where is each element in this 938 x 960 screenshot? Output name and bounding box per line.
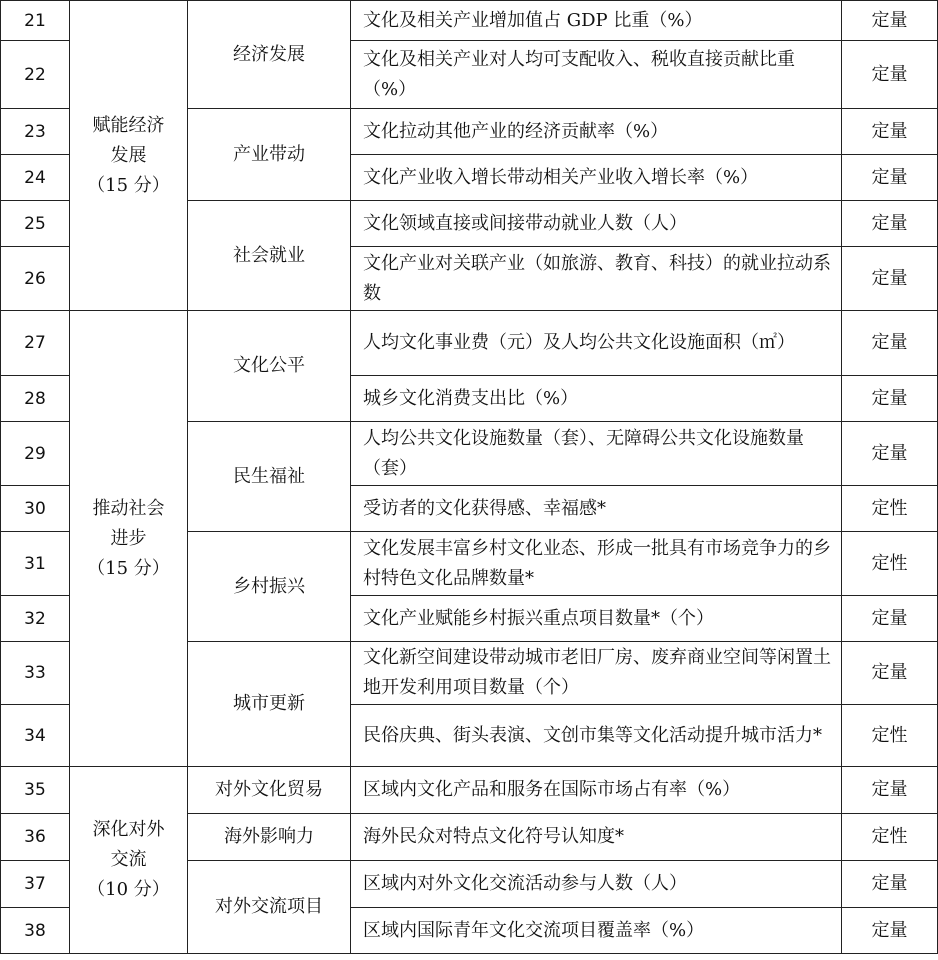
row-number: 24 — [1, 155, 70, 201]
indicator-cell: 人均公共文化设施数量（套）、无障碍公共文化设施数量（套） — [351, 422, 842, 486]
row-number: 22 — [1, 41, 70, 109]
indicator-cell: 文化新空间建设带动城市老旧厂房、废弃商业空间等闲置土地开发利用项目数量（个） — [351, 642, 842, 705]
type-cell: 定量 — [842, 201, 938, 247]
type-cell: 定量 — [842, 376, 938, 422]
indicator-cell: 城乡文化消费支出比（%） — [351, 376, 842, 422]
type-cell: 定量 — [842, 155, 938, 201]
indicator-cell: 区域内对外文化交流活动参与人数（人） — [351, 861, 842, 908]
category-cell — [70, 311, 188, 767]
row-number: 37 — [1, 861, 70, 908]
indicator-cell: 文化产业对关联产业（如旅游、教育、科技）的就业拉动系数 — [351, 247, 842, 311]
category-score: （15 分） — [87, 557, 170, 579]
subcategory-cell: 经济发展 — [188, 1, 351, 109]
table-row — [1, 1, 938, 41]
type-cell: 定量 — [842, 41, 938, 109]
row-number: 30 — [1, 486, 70, 532]
indicator-cell: 文化领域直接或间接带动就业人数（人） — [351, 201, 842, 247]
type-cell: 定量 — [842, 1, 938, 41]
indicator-cell: 人均文化事业费（元）及人均公共文化设施面积（㎡） — [351, 311, 842, 376]
type-cell: 定性 — [842, 486, 938, 532]
type-cell: 定量 — [842, 767, 938, 814]
category-cell — [70, 1, 188, 311]
indicator-cell: 文化产业赋能乡村振兴重点项目数量*（个） — [351, 596, 842, 642]
type-cell: 定量 — [842, 861, 938, 908]
type-cell: 定量 — [842, 247, 938, 311]
type-cell: 定性 — [842, 814, 938, 861]
type-cell: 定性 — [842, 532, 938, 596]
subcategory-cell: 对外文化贸易 — [188, 767, 351, 814]
row-number: 34 — [1, 705, 70, 767]
indicator-cell: 海外民众对特点文化符号认知度* — [351, 814, 842, 861]
subcategory-cell: 社会就业 — [188, 201, 351, 311]
indicator-cell: 民俗庆典、街头表演、文创市集等文化活动提升城市活力* — [351, 705, 842, 767]
indicator-cell: 区域内文化产品和服务在国际市场占有率（%） — [351, 767, 842, 814]
category-label: 深化对外 — [92, 819, 165, 840]
indicator-cell: 文化拉动其他产业的经济贡献率（%） — [351, 109, 842, 155]
type-cell: 定量 — [842, 596, 938, 642]
subcategory-cell: 城市更新 — [188, 642, 351, 767]
type-cell: 定量 — [842, 908, 938, 954]
type-cell: 定量 — [842, 311, 938, 376]
row-number: 33 — [1, 642, 70, 705]
type-cell: 定量 — [842, 642, 938, 705]
row-number: 27 — [1, 311, 70, 376]
row-number: 32 — [1, 596, 70, 642]
category-cell — [70, 767, 188, 954]
category-label: 进步 — [110, 527, 147, 549]
subcategory-cell: 对外交流项目 — [188, 861, 351, 954]
type-cell: 定量 — [842, 422, 938, 486]
subcategory-cell: 产业带动 — [188, 109, 351, 201]
row-number: 26 — [1, 247, 70, 311]
category-score: （15 分） — [87, 174, 170, 196]
indicator-cell: 文化及相关产业对人均可支配收入、税收直接贡献比重（%） — [351, 41, 842, 109]
row-number: 38 — [1, 908, 70, 954]
row-number: 25 — [1, 201, 70, 247]
subcategory-cell: 海外影响力 — [188, 814, 351, 861]
row-number: 36 — [1, 814, 70, 861]
category-label: 赋能经济 — [92, 114, 165, 136]
category-label: 交流 — [110, 849, 147, 870]
indicator-cell: 区域内国际青年文化交流项目覆盖率（%） — [351, 908, 842, 954]
category-label: 发展 — [110, 144, 147, 166]
type-cell: 定量 — [842, 109, 938, 155]
indicator-cell: 文化发展丰富乡村文化业态、形成一批具有市场竞争力的乡村特色文化品牌数量* — [351, 532, 842, 596]
indicator-cell: 受访者的文化获得感、幸福感* — [351, 486, 842, 532]
row-number: 31 — [1, 532, 70, 596]
row-number: 28 — [1, 376, 70, 422]
type-cell: 定性 — [842, 705, 938, 767]
row-number: 21 — [1, 1, 70, 41]
table-row — [1, 767, 938, 814]
indicator-cell: 文化及相关产业增加值占 GDP 比重（%） — [351, 1, 842, 41]
row-number: 35 — [1, 767, 70, 814]
row-number: 23 — [1, 109, 70, 155]
subcategory-cell: 乡村振兴 — [188, 532, 351, 642]
row-number: 29 — [1, 422, 70, 486]
subcategory-cell: 民生福祉 — [188, 422, 351, 532]
subcategory-cell: 文化公平 — [188, 311, 351, 422]
table-row — [1, 311, 938, 376]
indicator-cell: 文化产业收入增长带动相关产业收入增长率（%） — [351, 155, 842, 201]
category-label: 推动社会 — [92, 497, 165, 519]
category-score: （10 分） — [87, 879, 170, 900]
